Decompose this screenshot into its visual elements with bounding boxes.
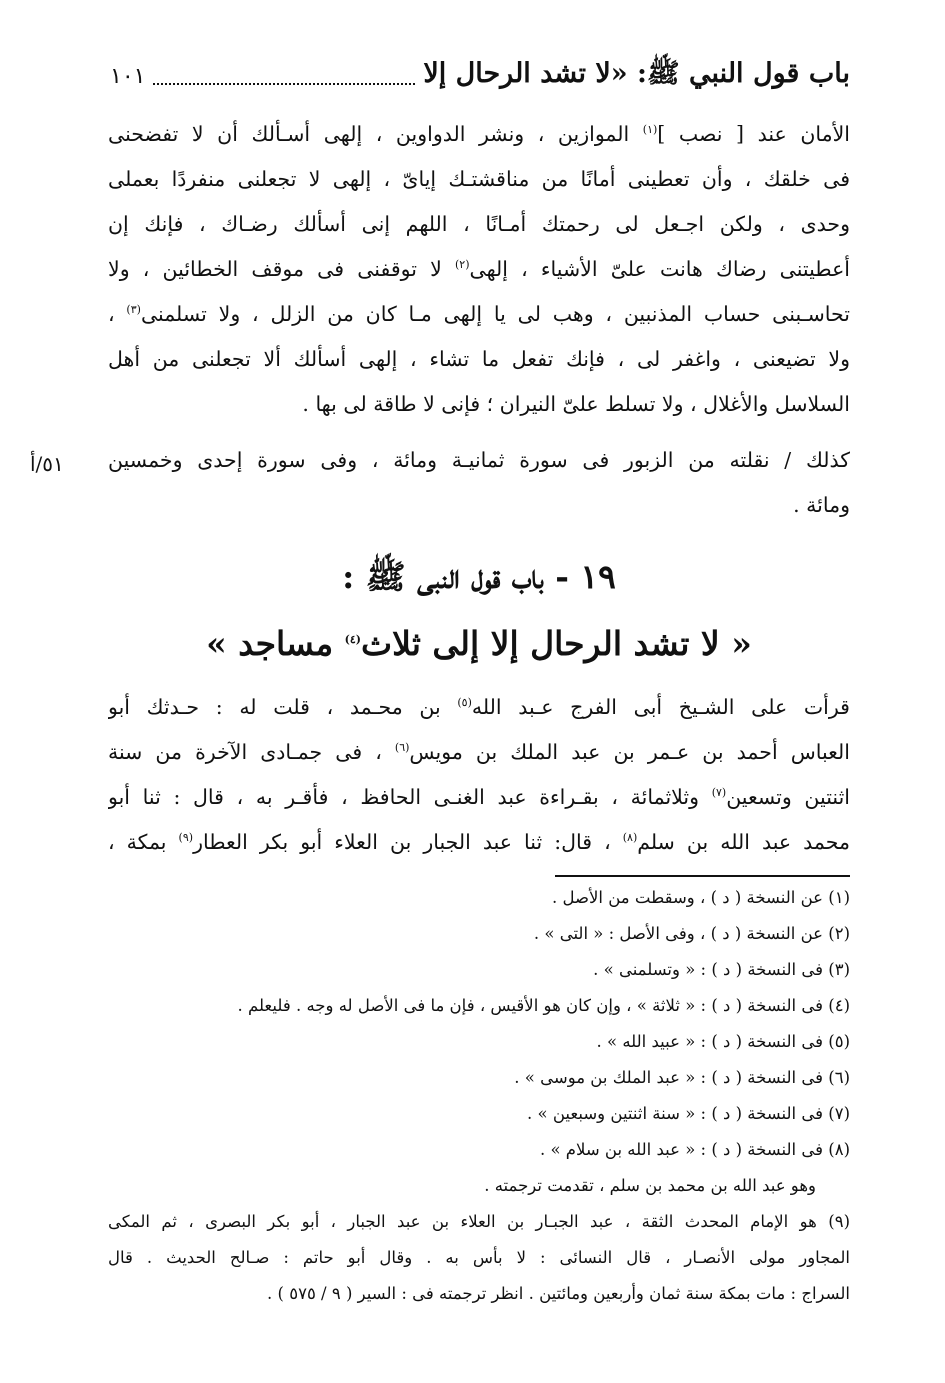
footnote-marker: (١) — [642, 123, 658, 137]
text-line: تحاسـبنى حساب المذنبين ، وهب لى يا إلهى مـا كان من الزلل ، ولا تسلمنى$^{(٣)}$ ، — [108, 302, 850, 326]
chapter-subtitle: « لا تشد الرحال إلا إلى ثلاث$^{(٤)}$ مساجد » — [206, 624, 752, 663]
text-line: أعطيتنى رضاك هانت علىّ الأشياء ، إلهى$^{(٢)}$ لا توقفنى فى موقف الخطائين ، ولا — [108, 257, 850, 281]
text-line: اثنتين وتسعين$^{(٧)}$ وثلاثمائة ، بقـراءة عبد الغنـى الحافظ ، فأقـر به ، قال : ثنا أبو — [108, 785, 850, 809]
paragraph-source-note — [108, 438, 850, 528]
margin-folio-note: ٥١/أ — [30, 452, 64, 476]
running-header — [110, 52, 850, 100]
footnote-continuation: السراج : مات بمكة سنة ثمان وأربعين ومائتين . انظر ترجمته فى : السير ( ٩ / ٥٧٥ ) . — [267, 1284, 850, 1303]
text-line: محمد عبد الله بن سلم$^{(٨)}$ ، قال: ثنا عبد الجبار بن العلاء أبو بكر العطار$^{(٩)}$ بمكة ، — [108, 830, 850, 854]
footnote-marker: (٢) — [454, 258, 470, 272]
footnote-marker: (٦) — [394, 741, 410, 755]
footnote-marker: (٧) — [711, 786, 727, 800]
footnote: (٤) فى النسخة ( د ) : « ثلاثة » ، وإن كان هو الأقيس ، فإن ما فى الأصل له وجه . فليعلم . — [237, 996, 850, 1015]
footnote-marker: (٣) — [126, 303, 141, 317]
chapter-title: ١٩ - باب قول النبى ﷺ : — [342, 557, 616, 596]
text-line: العباس أحمد بن عـمر بن عبد الملك بن مويس$^{(٦)}$ ، فى جمـادى الآخرة من سنة — [108, 740, 850, 764]
footnote: (٨) فى النسخة ( د ) : « عبد الله بن سلام » . — [539, 1140, 850, 1159]
footnote-marker: (٤) — [344, 633, 361, 646]
footnote-marker: (٥) — [457, 696, 472, 710]
footnote: (٥) فى النسخة ( د ) : « عبيد الله » . — [596, 1032, 850, 1051]
footnote-separator — [555, 875, 850, 877]
header-dotted-leader — [153, 67, 415, 85]
running-title: باب قول النبي ﷺ: «لا تشد الرحال إلا — [423, 58, 850, 89]
footnote: (١) عن النسخة ( د ) ، وسقطت من الأصل . — [552, 888, 850, 907]
footnote: (٣) فى النسخة ( د ) : « وتسلمنى » . — [593, 960, 850, 979]
text-line: وحدى ، ولكن اجـعل لى رحمتك أمـانًا ، اللهم إنى أسألك رضـاك ، فإنك إن — [108, 212, 850, 236]
footnotes — [108, 880, 850, 1312]
text-line: قرأت على الشـيخ أبى الفرج عـبد الله$^{(٥)}$ بن محـمد ، قلت له : حـدثك أبو — [108, 695, 850, 719]
footnote: (٦) فى النسخة ( د ) : « عبد الملك بن موسى » . — [514, 1068, 850, 1087]
text-line: ومائة . — [793, 493, 850, 517]
text-line: الأمان عند [ نصب ]$^{(١)}$ الموازين ، ونشر الدواوين ، إلهى أسـألك أن لا تفضحنى — [108, 122, 850, 146]
text-line: ولا تضيعنى ، واغفر لى ، فإنك تفعل ما تشاء ، إلهى أسألك ألا تجعلنى من أهل — [108, 347, 850, 371]
page-number: ١٠١ — [110, 63, 146, 89]
text-line: السلاسل والأغلال ، ولا تسلط علىّ النيران ؛ فإنى لا طاقة لى بها . — [302, 392, 850, 416]
footnote-continuation: المجاور مولى الأنصـار ، قال النسائى : لا بأس به . وقال أبو حاتم : صـالح الحديث . قال — [108, 1248, 850, 1267]
footnote: (٧) فى النسخة ( د ) : « سنة اثنتين وسبعين » . — [527, 1104, 850, 1123]
text-line: كذلك / نقلته من الزبور فى سورة ثمانيـة ومائة ، وفى سورة إحدى وخمسين — [108, 448, 850, 472]
footnote-marker: (٨) — [622, 831, 638, 845]
footnote-marker: (٩) — [178, 831, 194, 845]
paragraph-isnad — [108, 685, 850, 865]
paragraph-prayer — [108, 112, 850, 427]
footnote-continuation: وهو عبد الله بن محمد بن سلم ، تقدمت ترجمته . — [484, 1176, 816, 1195]
footnote: (٢) عن النسخة ( د ) ، وفى الأصل : « التى » . — [533, 924, 850, 943]
footnote: (٩) هو الإمام المحدث الثقة ، عبد الجبـار بن العلاء بن عبد الجبار ، أبو بكر البصرى ، ثم المكى — [108, 1212, 850, 1231]
text-line: فى خلقك ، وأن تعطينى أمانًا من مناقشتـك إياىّ ، إلهى لا تجعلنى منفردًا بعملى — [108, 167, 850, 191]
